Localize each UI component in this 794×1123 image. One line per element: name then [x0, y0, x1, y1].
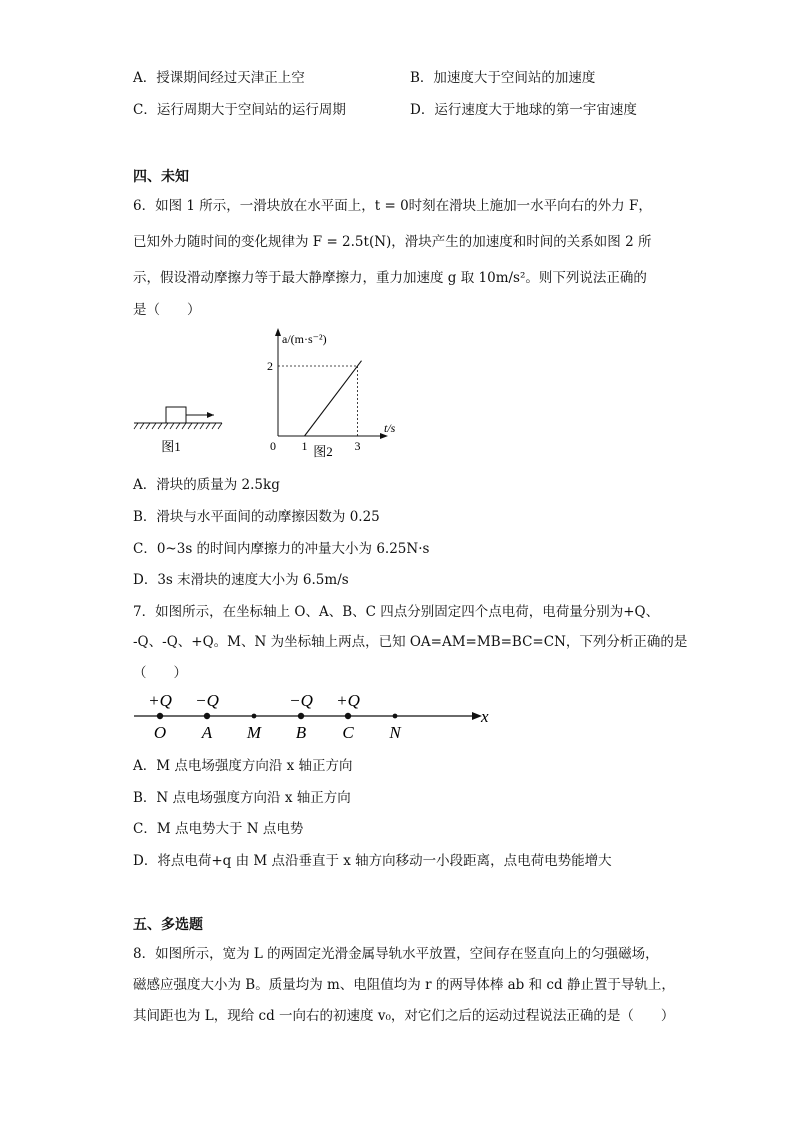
q7-stem-line-2: -Q、-Q、+Q。M、N 为坐标轴上两点，已知 OA=AM=MB=BC=CN，下列分析正确的是: [133, 634, 688, 650]
charge-axis-figure: [128, 684, 508, 744]
q8-stem-line-1: 8．如图所示，宽为 L 的两固定光滑金属导轨水平放置，空间存在竖直向上的匀强磁场，: [133, 946, 659, 962]
point-c-dot: [345, 713, 351, 719]
charge-b-label: −Q: [289, 691, 313, 710]
y-axis-arrowhead: [275, 328, 281, 336]
acceleration-line: [305, 361, 362, 436]
point-o-dot: [157, 713, 163, 719]
force-arrowhead: [207, 412, 214, 418]
x-axis-label: x: [481, 707, 489, 726]
section-5-title: 五、多选题: [133, 917, 203, 933]
q5-option-a: A．授课期间经过天津正上空: [133, 70, 305, 86]
q7-option-a: A．M 点电场强度方向沿 x 轴正方向: [133, 758, 353, 774]
figure-1-label: 图1: [161, 439, 181, 454]
q6-stem-line-4: 是（ ）: [133, 302, 201, 318]
point-a-label: A: [201, 723, 213, 742]
x-tick-1: 1: [301, 439, 308, 453]
charge-a-label: −Q: [195, 691, 219, 710]
x-tick-3: 3: [354, 439, 361, 453]
q6-option-c: C．0~3s 的时间内摩擦力的冲量大小为 6.25N·s: [133, 541, 430, 557]
q5-option-d: D．运行速度大于地球的第一宇宙速度: [410, 102, 637, 118]
figure-2-label: 图2: [313, 444, 333, 459]
y-axis-label: a/(m·s⁻²): [282, 332, 327, 346]
point-b-dot: [298, 713, 304, 719]
point-m-dot: [252, 714, 257, 719]
q6-stem-line-1: 6．如图 1 所示，一滑块放在水平面上，t = 0时刻在滑块上施加一水平向右的外力 F，: [133, 198, 652, 214]
q5-option-b: B．加速度大于空间站的加速度: [410, 70, 596, 86]
figure-2-chart: [255, 324, 405, 460]
point-b-label: B: [295, 723, 307, 742]
point-c-label: C: [342, 723, 354, 742]
q6-stem-line-3: 示，假设滑动摩擦力等于最大静摩擦力，重力加速度 g 取 10m/s²。则下列说法正确的: [133, 270, 647, 286]
q8-stem-line-3: 其间距也为 L，现给 cd 一向右的初速度 v₀，对它们之后的运动过程说法正确的是（ ）: [133, 1008, 675, 1024]
point-o-label: O: [153, 723, 167, 742]
point-a-dot: [204, 713, 210, 719]
origin-label: 0: [270, 439, 276, 453]
q7-option-b: B．N 点电场强度方向沿 x 轴正方向: [133, 790, 351, 806]
q6-option-b: B．滑块与水平面间的动摩擦因数为 0.25: [133, 509, 380, 525]
q5-option-c: C．运行周期大于空间站的运行周期: [133, 102, 346, 118]
q7-option-d: D．将点电荷+q 由 M 点沿垂直于 x 轴方向移动一小段距离，点电荷电势能增大: [133, 853, 612, 869]
sliding-block: [166, 407, 186, 423]
point-n-dot: [393, 714, 398, 719]
q7-stem-line-1: 7．如图所示，在坐标轴上 O、A、B、C 四点分别固定四个点电荷，电荷量分别为+Q、: [133, 604, 660, 620]
q7-option-c: C．M 点电势大于 N 点电势: [133, 821, 304, 837]
q6-option-d: D．3s 末滑块的速度大小为 6.5m/s: [133, 572, 349, 588]
point-m-label: M: [246, 723, 262, 742]
ground-hatching: [134, 423, 222, 429]
q8-stem-line-2: 磁感应强度大小为 B。质量均为 m、电阻值均为 r 的两导体棒 ab 和 cd 静止置于导轨上，: [133, 977, 675, 993]
q7-stem-line-3: （ ）: [133, 665, 187, 681]
figure-1: [130, 398, 230, 460]
charge-o-label: +Q: [148, 691, 172, 710]
q6-option-a: A．滑块的质量为 2.5kg: [133, 477, 280, 493]
y-tick-2: 2: [267, 359, 273, 373]
point-n-label: N: [389, 723, 401, 742]
section-4-title: 四、未知: [133, 169, 189, 185]
q6-stem-line-2: 已知外力随时间的变化规律为 F = 2.5t(N)，滑块产生的加速度和时间的关系如图 2 所: [133, 234, 652, 250]
x-axis-label: t/s: [384, 421, 396, 435]
charge-c-label: +Q: [336, 691, 360, 710]
